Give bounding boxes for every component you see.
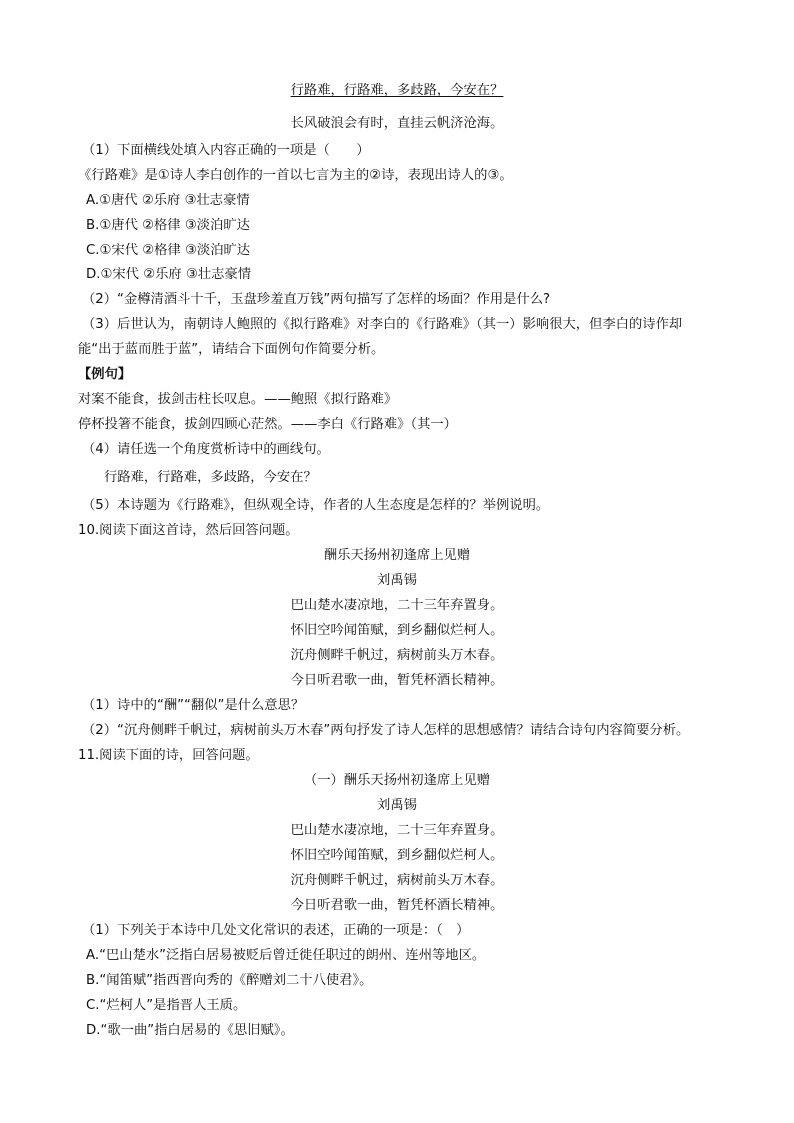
q5-text: （5）本诗题为《行路难》，但纵观全诗，作者的人生态度是怎样的？举例说明。 — [82, 498, 550, 513]
q10-poem-line: 怀旧空吟闻笛赋，到乡翻似烂柯人。 — [290, 623, 504, 638]
example-label: 【例句】 — [78, 367, 132, 382]
q4-stem: （4）请任选一个角度赏析诗中的画线句。 — [82, 442, 330, 457]
q4-quote: 行路难，行路难，多歧路，今安在？ — [104, 470, 317, 485]
q11-poem-line: 怀旧空吟闻笛赋，到乡翻似烂柯人。 — [290, 848, 504, 863]
example-line2: 停杯投箸不能食，拔剑四顾心茫然。——李白《行路难》（其一） — [78, 417, 457, 432]
q11-poem-title: （一）酬乐天扬州初逢席上见赠 — [303, 773, 491, 788]
q11-poem-line: 沉舟侧畔千帆过，病树前头万木春。 — [290, 873, 504, 888]
q2-text: （2）“金樽清酒斗十千，玉盘珍羞直万钱”两句描写了怎样的场面？作用是什么? — [82, 292, 551, 307]
q11-option-b: B.“闻笛赋”指西晋向秀的《醉赠刘二十八使君》。 — [86, 973, 373, 988]
poem1-line1-underlined: 行路难，行路难，多歧路，今安在？ — [290, 83, 504, 98]
q3-line1: （3）后世认为，南朝诗人鲍照的《拟行路难》对李白的《行路难》（其一）影响很大，但李白的诗作却 — [82, 317, 683, 332]
q11-poem-author: 刘禹锡 — [377, 798, 417, 813]
q11-sub1: （1）下列关于本诗中几处文化常识的表述，正确的一项是：（ ） — [82, 923, 470, 938]
q1-option-b: B.①唐代 ②格律 ③淡泊旷达 — [86, 218, 250, 233]
q1-sentence: 《行路难》是①诗人李白创作的一首以七言为主的②诗，表现出诗人的③。 — [78, 168, 513, 183]
q11-option-d: D.“歌一曲”指白居易的《思旧赋》。 — [86, 1023, 294, 1038]
q3-line2: 能“出于蓝而胜于蓝”，请结合下面例句作简要分析。 — [78, 342, 385, 357]
example-line1: 对案不能食，拔剑击柱长叹息。——鲍照《拟行路难》 — [78, 392, 398, 407]
q1-option-d: D.①宋代 ②乐府 ③壮志豪情 — [86, 267, 252, 282]
q11-poem-line: 今日听君歌一曲，暂凭杯酒长精神。 — [290, 898, 504, 913]
q10-poem-line: 沉舟侧畔千帆过，病树前头万木春。 — [290, 648, 504, 663]
q11-option-c: C.“烂柯人”是指晋人王质。 — [86, 998, 247, 1013]
poem1-line2: 长风破浪会有时，直挂云帆济沧海。 — [290, 116, 504, 131]
q10-sub2: （2）“沉舟侧畔千帆过，病树前头万木春”两句抒发了诗人怎样的思想感情？请结合诗句内容简要分析。 — [82, 723, 690, 738]
q1-option-a: A.①唐代 ②乐府 ③壮志豪情 — [86, 193, 250, 208]
q11-poem-line: 巴山楚水凄凉地，二十三年弃置身。 — [290, 823, 504, 838]
q10-poem-line: 今日听君歌一曲，暂凭杯酒长精神。 — [290, 673, 504, 688]
q1-stem: （1）下面横线处填入内容正确的一项是（ ） — [82, 143, 370, 158]
q11-intro: 11.阅读下面的诗，回答问题。 — [78, 748, 259, 763]
q10-intro: 10.阅读下面这首诗，然后回答问题。 — [78, 523, 299, 538]
q10-poem-title: 酬乐天扬州初逢席上见赠 — [323, 548, 471, 563]
q10-poem-author: 刘禹锡 — [377, 573, 417, 588]
q1-option-c: C.①宋代 ②格律 ③淡泊旷达 — [86, 243, 251, 258]
q10-sub1: （1）诗中的“酬”“翻似”是什么意思？ — [82, 698, 305, 713]
q10-poem-line: 巴山楚水凄凉地，二十三年弃置身。 — [290, 598, 504, 613]
q11-option-a: A.“巴山楚水”泛指白居易被贬后曾迁徙任职过的朗州、连州等地区。 — [86, 948, 486, 963]
